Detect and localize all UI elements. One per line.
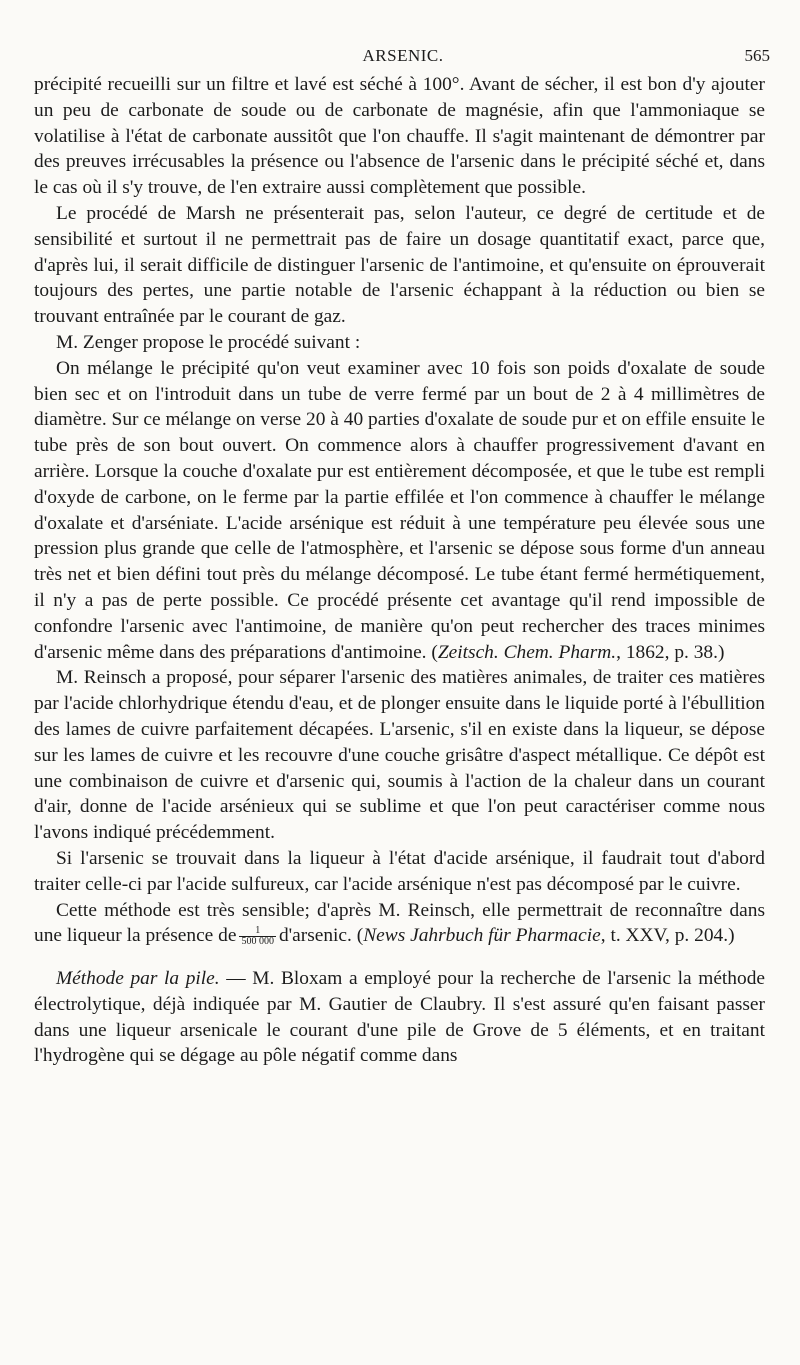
citation-reinsch-source: News Jahrbuch für Pharmacie — [363, 925, 601, 947]
paragraph-arsenic-acid: Si l'arsenic se trouvait dans la liqueur à l'état d'acide arsénique, il faudrait tout d'abord traiter celle-ci par l'acide sulfureux, car l'acide arsénique n'est pas décomposé par le cuivre. — [34, 847, 765, 895]
paragraph-marsh: Le procédé de Marsh ne présenterait pas, selon l'auteur, ce degré de certitude et de sensibilité et surtout il ne permettrait pas de faire un dosage quantitatif exact, parce que, d'après lui, il serait difficile de distinguer l'arsenic de l'antimoine, et qu'ensuite on éprouverait toujours des pertes, une partie notable de l'arsenic échappant à la réduction ou bien se trouvant entraînée par le courant de gaz. — [34, 202, 765, 328]
paragraph-precipite: précipité recueilli sur un filtre et lavé est séché à 100°. Avant de sécher, il est bon d'y ajouter un peu de carbonate de soude ou de carbonate de magnésie, afin que l'ammoniaque se volatilise à l'état de carbonate aussitôt que l'on chauffe. Il s'agit maintenant de démontrer par des preuves irrécusables la présence ou l'absence de l'arsenic dans le précipité séché et, dans le cas où il s'y trouve, de l'en extraire aussi complètement que possible. — [34, 74, 765, 199]
paragraph-sensitivity — [34, 898, 765, 950]
pile-method-text: M. Bloxam a employé pour la recherche de l'arsenic la méthode électrolytique, déjà indiquée par M. Gautier de Claubry. Il s'est assuré qu'en faisant passer dans une liqueur arsenicale le courant d'une pile de Grove de 5 éléments, et en traitant l'hydrogène qui se dégage au pôle négatif comme dans — [34, 968, 765, 1067]
running-title: ARSENIC. — [362, 46, 444, 65]
fraction-one-500000 — [239, 926, 276, 947]
running-head — [36, 46, 770, 70]
citation-zenger-open: ( — [431, 641, 438, 663]
section-dash: — — [219, 968, 253, 990]
paragraph-zenger-intro: M. Zenger propose le procédé suivant : — [56, 331, 361, 353]
body-text — [34, 72, 765, 1069]
paragraph-reinsch: M. Reinsch a proposé, pour séparer l'arsenic des matières animales, de traiter ces matières par l'acide chlorhydrique étendu d'eau, et de plonger ensuite dans le liquide porté à l'ébullition des lames de cuivre parfaitement décapées. L'arsenic, s'il en existe dans la liqueur, se dépose sur les lames de cuivre et les recouvre d'une couche grisâtre d'aspect métallique. Ce dépôt est une combinaison de cuivre et d'arsenic qui, soumis à l'action de la chaleur dans un courant d'air, donne de l'acide arsénieux qui se sublime et que l'on peut caractériser comme nous l'avons indiqué précédemment. — [34, 667, 765, 844]
fraction-numerator: 1 — [239, 926, 276, 937]
sensitivity-unit: d'arsenic. — [278, 925, 352, 947]
paragraph-zenger-method — [34, 356, 765, 666]
citation-reinsch-open: ( — [356, 925, 364, 947]
zenger-method-text: On mélange le précipité qu'on veut examiner avec 10 fois son poids d'oxalate de soude bien sec et on l'introduit dans un tube de verre fermé par un bout de 2 à 4 millimètres de diamètre. Sur ce mélange on verse 20 à 40 parties d'oxalate de soude pur et on effile ensuite le tube près de son bout ouvert. On commence alors à chauffer progressivement d'avant en arrière. Lorsque la couche d'oxalate pur est entièrement décomposée, et que le tube est rempli d'oxyde de carbone, on le ferme par la partie effilée et l'on commence à chauffer le mélange d'oxalate et d'arséniate. L'acide arsénique est réduit à une température peu élevée sous une pression plus grande que celle de l'atmosphère, et l'arsenic se dépose sous forme d'un anneau très net et bien défini tout près du mélange décomposé. Le tube étant fermé hermétiquement, il n'y a pas de perte possible. Ce procédé présente cet avantage qu'il rend impossible de confondre l'arsenic avec l'antimoine, de manière qu'on peut rechercher des traces minimes d'arsenic même dans des préparations d'antimoine. — [34, 357, 765, 663]
citation-zenger-source: Zeitsch. Chem. Pharm. — [437, 641, 617, 663]
sensitivity-text: Cette méthode est très sensible; d'après M. Reinsch, elle permettrait de reconnaître dans une liqueur la présence de — [34, 899, 765, 947]
section-heading-pile: Méthode par la pile. — [56, 968, 220, 990]
page-number: 565 — [744, 46, 770, 65]
fraction-denominator: 500 000 — [241, 936, 274, 948]
citation-zenger-rest: , 1862, p. 38.) — [616, 641, 725, 663]
citation-reinsch-volume: t. XXV, p. 204.) — [610, 925, 735, 947]
paragraph-pile-method — [34, 966, 765, 1069]
citation-reinsch-rest: , — [600, 925, 606, 947]
